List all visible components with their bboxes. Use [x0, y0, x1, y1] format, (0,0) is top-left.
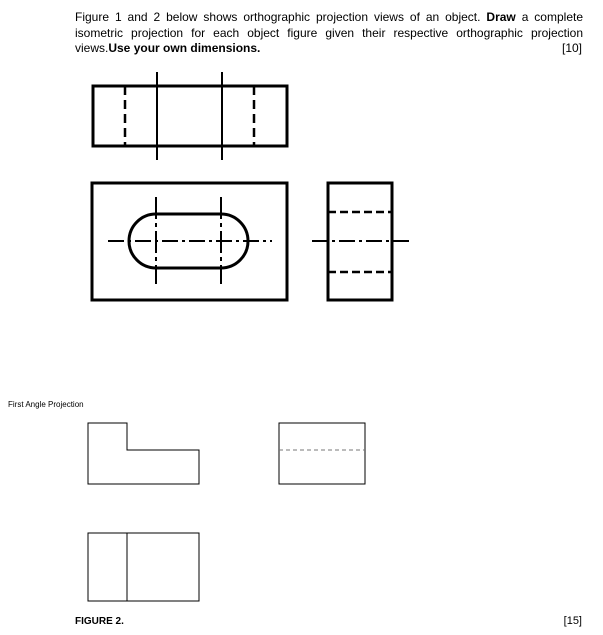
- fig1-side-view: [312, 183, 409, 300]
- figure-2-caption: FIGURE 2.: [75, 616, 124, 627]
- fig2-top-view: [88, 533, 199, 601]
- question-bold-dimensions: Use your own dimensions.: [108, 41, 261, 55]
- fig2-side-view: [279, 423, 365, 484]
- fig2-front-view: [88, 423, 199, 484]
- figure-2-marks: [15]: [563, 615, 582, 627]
- question-marks: [10]: [561, 41, 582, 55]
- fig1-top-view: [93, 72, 287, 160]
- fig1-front-view: [92, 183, 287, 300]
- projection-label: First Angle Projection: [8, 400, 84, 409]
- question-text-part1: Figure 1 and 2 below shows orthographic projection views of an object.: [75, 10, 487, 24]
- question-text-part2: a complete isometric projection for each object figure given their respective orthographic projection views.: [75, 10, 583, 55]
- question-bold-draw: Draw: [486, 10, 516, 24]
